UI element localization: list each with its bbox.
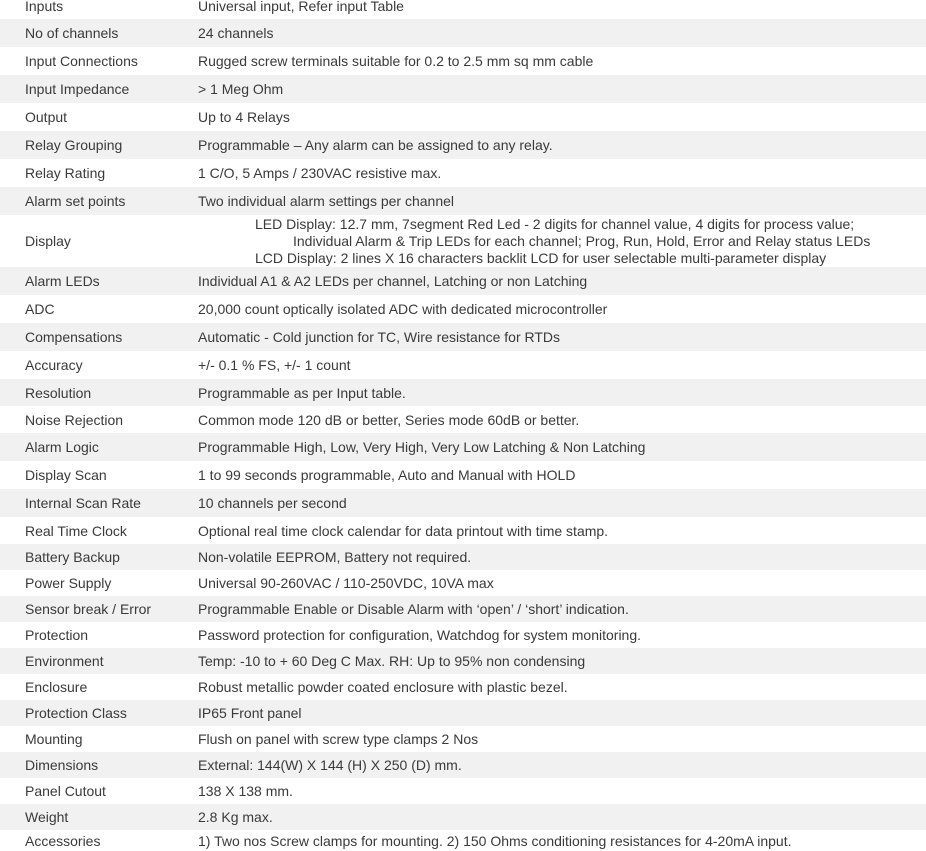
spec-value: Programmable as per Input table. <box>198 379 926 406</box>
spec-label: Weight <box>0 804 198 830</box>
spec-label: Dimensions <box>0 752 198 778</box>
table-row <box>0 379 926 406</box>
spec-value <box>198 215 926 267</box>
table-row <box>0 830 926 851</box>
spec-value: 20,000 count optically isolated ADC with dedicated microcontroller <box>198 301 608 317</box>
table-row <box>0 103 926 131</box>
table-row <box>0 648 926 674</box>
spec-label: Display Scan <box>25 467 107 483</box>
table-row <box>0 267 926 295</box>
spec-value: Password protection for configuration, Watchdog for system monitoring. <box>198 627 642 643</box>
spec-label: Environment <box>0 648 198 674</box>
spec-label: Compensations <box>0 323 198 351</box>
spec-label: Display <box>25 233 71 249</box>
table-row <box>0 0 926 19</box>
spec-label: Panel Cutout <box>25 783 106 799</box>
spec-label: Accuracy <box>25 357 83 373</box>
spec-value: 2.8 Kg max. <box>198 804 926 830</box>
spec-value: Up to 4 Relays <box>198 109 290 125</box>
spec-label: ADC <box>25 301 55 317</box>
spec-label: Enclosure <box>25 679 88 695</box>
spec-value: Rugged screw terminals suitable for 0.2 to 2.5 mm sq mm cable <box>198 53 594 69</box>
table-row <box>0 544 926 570</box>
spec-value: Automatic - Cold junction for TC, Wire resistance for RTDs <box>198 323 926 351</box>
spec-label: Real Time Clock <box>25 522 127 539</box>
table-row <box>0 47 926 75</box>
spec-value: Common mode 120 dB or better, Series mode 60dB or better. <box>198 411 580 428</box>
spec-value: External: 144(W) X 144 (H) X 250 (D) mm. <box>198 752 926 778</box>
spec-label: Inputs <box>25 0 64 14</box>
table-row <box>0 19 926 47</box>
spec-label: Noise Rejection <box>25 411 124 428</box>
display-item-text: Individual Alarm & Trip LEDs for each channel; Prog, Run, Hold, Error and Relay status LEDs <box>293 232 871 249</box>
display-item-text: LED Display: 12.7 mm, 7segment Red Led - 2 digits for channel value, 4 digits for process value; <box>255 215 855 232</box>
spec-label: Accessories <box>25 832 101 849</box>
spec-value: 10 channels per second <box>198 489 926 517</box>
table-row <box>0 187 926 215</box>
spec-label: Input Connections <box>25 53 138 69</box>
display-bullet-list <box>198 216 926 267</box>
spec-value: Universal 90-260VAC / 110-250VDC, 10VA max <box>198 575 494 591</box>
spec-value: Programmable Enable or Disable Alarm with ‘open’ / ‘short’ indication. <box>198 596 926 622</box>
table-row <box>0 406 926 433</box>
table-row <box>0 700 926 726</box>
table-row <box>0 726 926 752</box>
spec-value: Temp: -10 to + 60 Deg C Max. RH: Up to 95% non condensing <box>198 648 926 674</box>
table-row <box>0 159 926 187</box>
spec-value: Robust metallic powder coated enclosure with plastic bezel. <box>198 679 568 695</box>
spec-value: Individual A1 & A2 LEDs per channel, Latching or non Latching <box>198 267 926 295</box>
spec-label: Internal Scan Rate <box>0 489 198 517</box>
list-item <box>198 250 926 267</box>
table-row <box>0 622 926 648</box>
table-row <box>0 517 926 544</box>
spec-value: 24 channels <box>198 19 926 47</box>
table-row <box>0 570 926 596</box>
spec-value: 1 C/O, 5 Amps / 230VAC resistive max. <box>198 165 442 181</box>
table-row <box>0 351 926 379</box>
spec-label: Protection <box>25 627 89 643</box>
list-item <box>198 216 926 250</box>
spec-value: 138 X 138 mm. <box>198 783 293 799</box>
table-row <box>0 75 926 103</box>
table-row <box>0 323 926 351</box>
table-row <box>0 215 926 267</box>
spec-value: Universal input, Refer input Table <box>198 0 404 14</box>
table-row <box>0 489 926 517</box>
spec-label: Alarm LEDs <box>0 267 198 295</box>
spec-value: > 1 Meg Ohm <box>198 75 926 103</box>
spec-label: Mounting <box>25 731 83 747</box>
table-row <box>0 461 926 489</box>
table-row <box>0 778 926 804</box>
spec-label: Sensor break / Error <box>0 596 198 622</box>
spec-value: +/- 0.1 % FS, +/- 1 count <box>198 357 351 373</box>
spec-label: Alarm Logic <box>0 433 198 461</box>
spec-value: Non-volatile EEPROM, Battery not required. <box>198 544 926 570</box>
spec-value: Programmable High, Low, Very High, Very Low Latching & Non Latching <box>198 433 926 461</box>
spec-label: Protection Class <box>0 700 198 726</box>
spec-value: 1) Two nos Screw clamps for mounting. 2) 150 Ohms conditioning resistances for 4-20mA input. <box>198 832 792 849</box>
table-row <box>0 674 926 700</box>
spec-value: Two individual alarm settings per channel <box>198 187 926 215</box>
spec-label: Battery Backup <box>0 544 198 570</box>
table-row <box>0 131 926 159</box>
spec-label: Power Supply <box>25 575 112 591</box>
spec-label: Alarm set points <box>0 187 198 215</box>
table-row <box>0 752 926 778</box>
spec-value: IP65 Front panel <box>198 700 926 726</box>
spec-value: Flush on panel with screw type clamps 2 Nos <box>198 731 479 747</box>
spec-label: Input Impedance <box>0 75 198 103</box>
spec-label: No of channels <box>0 19 198 47</box>
table-row <box>0 804 926 830</box>
table-row <box>0 596 926 622</box>
spec-value: 1 to 99 seconds programmable, Auto and Manual with HOLD <box>198 467 576 483</box>
table-row <box>0 295 926 323</box>
spec-label: Resolution <box>0 379 198 406</box>
spec-value: Programmable – Any alarm can be assigned to any relay. <box>198 131 926 159</box>
spec-value: Optional real time clock calendar for data printout with time stamp. <box>198 522 609 539</box>
spec-label: Output <box>25 109 68 125</box>
table-row <box>0 433 926 461</box>
display-item-text: LCD Display: 2 lines X 16 characters backlit LCD for user selectable multi-parameter display <box>255 249 827 266</box>
spec-label: Relay Rating <box>25 165 106 181</box>
spec-label: Relay Grouping <box>0 131 198 159</box>
